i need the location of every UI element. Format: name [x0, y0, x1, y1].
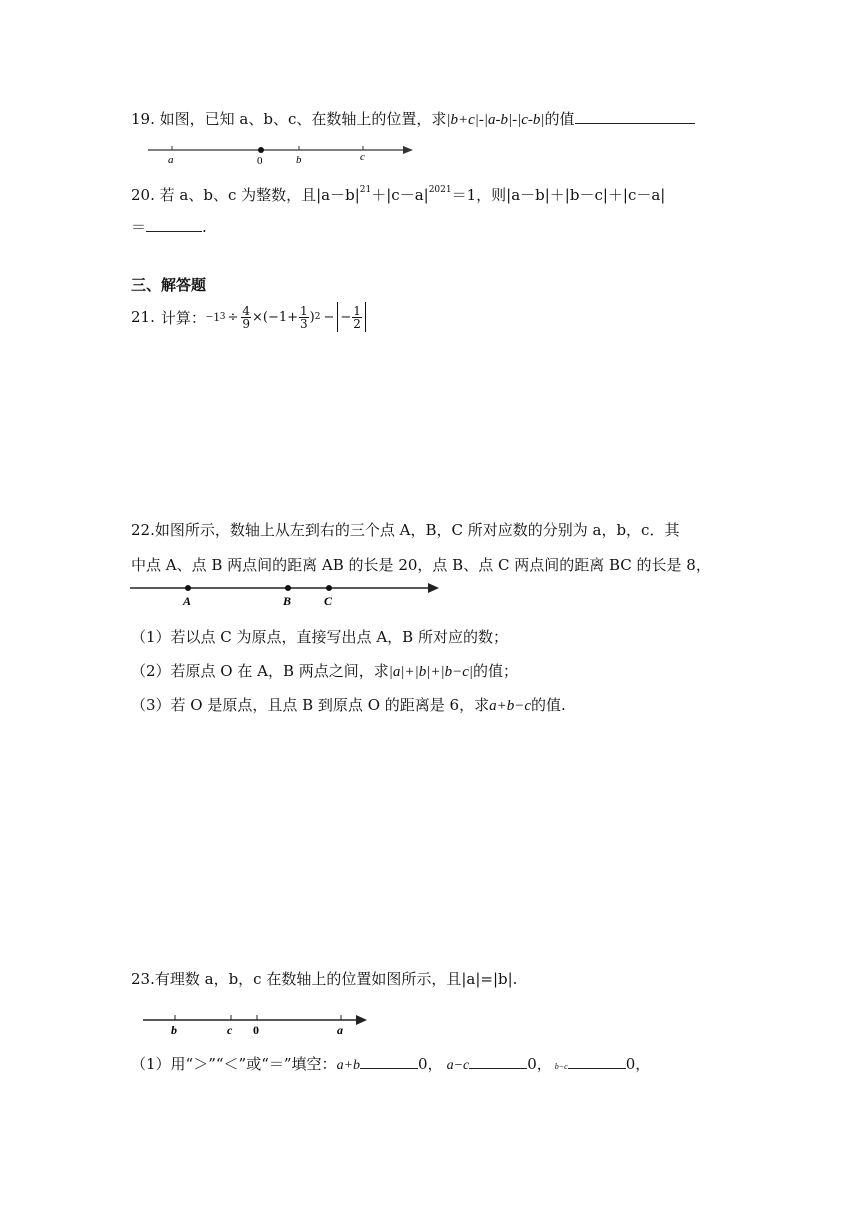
q23-part1: [131, 1053, 650, 1074]
q19-text-post: 的值: [544, 110, 575, 128]
nl19-label-c: c: [360, 151, 365, 163]
q22-part3: [131, 694, 566, 715]
q22-part1: （1）若以点 C 为原点，直接写出点 A，B 所对应的数；: [131, 628, 508, 646]
q20-text-c: ＝1，则|a－b|＋|b－c|＋|c－a|: [451, 186, 666, 204]
q23-expr1: a+b: [336, 1058, 361, 1073]
q23-number-line: [141, 1012, 373, 1040]
q21-number: 21.: [131, 308, 155, 326]
q21-inner-minus: −: [340, 309, 352, 325]
nl19-label-b: b: [296, 154, 302, 166]
q20-eq: ＝: [131, 218, 147, 236]
q23-part1-text: （1）用“＞”“＜”或“＝”填空：: [131, 1055, 337, 1073]
q22-line1: [131, 519, 679, 540]
q20-text-b: ＋|c－a|: [371, 186, 429, 204]
q20-line1: [131, 184, 665, 205]
q22-number-line: [128, 578, 446, 610]
q20-text-a: 若 a、b、c 为整数，且|a－b|: [159, 186, 360, 204]
q21-abs-value: [337, 302, 366, 332]
q19-number-line: [145, 140, 420, 168]
q20-exp2: 2021: [428, 185, 452, 195]
nl22-label-B: B: [283, 594, 292, 608]
q23-text: 有理数 a，b，c 在数轴上的位置如图所示，且|a|=|b|.: [154, 970, 518, 988]
q20-end: .: [202, 218, 207, 236]
q22-part3-post: 的值.: [531, 696, 566, 714]
q22-line2: [131, 554, 711, 575]
q23-line: [131, 968, 517, 989]
nl23-label-b: b: [171, 1023, 177, 1037]
q23-zero3: 0，: [625, 1055, 651, 1073]
q23-blank1[interactable]: [360, 1054, 418, 1069]
q22-text2: 中点 A、点 B 两点间的距离 AB 的长是 20，点 B、点 C 两点间的距离 BC 的长是 8，: [131, 556, 711, 574]
q22-part2-post: 的值；: [473, 662, 519, 680]
q19-text: 如图，已知 a、b、c、在数轴上的位置，求: [159, 110, 447, 128]
nl23-label-0: 0: [253, 1023, 259, 1037]
q21-exp: 3: [219, 312, 226, 322]
q23-number: 23.: [131, 970, 155, 988]
nl23-label-c: c: [227, 1023, 233, 1037]
q22-part2: [131, 660, 518, 681]
q21-line: [131, 302, 366, 332]
q21-minus: −: [323, 309, 335, 325]
q21-frac3: $\frac{1}{2}$: [353, 303, 361, 331]
nl22-label-A: A: [183, 594, 192, 608]
q21-close: ): [309, 309, 315, 325]
q20-answer-blank[interactable]: [146, 217, 202, 232]
q21-frac1: $\frac{4}{9}$: [242, 303, 250, 331]
q19-line: [131, 108, 695, 129]
section-heading: 三、解答题: [131, 276, 207, 294]
q23-blank3[interactable]: [568, 1054, 626, 1069]
q22-part3-expr: a+b−c: [489, 698, 531, 714]
q22-part2-expr: |a|+|b|+|b−c|: [388, 664, 474, 680]
nl19-label-a: a: [168, 154, 174, 166]
q21-exp2: 2: [314, 312, 321, 322]
q21-label: 计算：: [160, 308, 206, 327]
nl23-label-a: a: [337, 1023, 343, 1037]
q22-number: 22.: [131, 521, 155, 539]
q22-part2-text: （2）若原点 O 在 A，B 两点之间，求: [131, 662, 389, 680]
nl19-label-0: 0: [257, 155, 263, 167]
q23-zero1: 0，: [418, 1055, 443, 1073]
q23-zero2: 0，: [527, 1055, 552, 1073]
q21-mid: ×(−1+: [252, 309, 299, 325]
q20-number: 20.: [131, 186, 155, 204]
q23-expr3: b−c: [554, 1062, 568, 1071]
q19-number: 19.: [131, 110, 155, 128]
nl22-label-C: C: [324, 594, 333, 608]
q22-part3-text: （3）若 O 是原点，且点 B 到原点 O 的距离是 6，求: [131, 696, 490, 714]
q23-expr2: a−c: [446, 1058, 470, 1073]
q23-blank2[interactable]: [469, 1054, 527, 1069]
q19-expression: |b+c|-|a-b|-|c-b|: [446, 112, 545, 128]
q20-exp1: 21: [359, 185, 372, 195]
q21-frac2: $\frac{1}{3}$: [300, 303, 308, 331]
q22-text1: 如图所示，数轴上从左到右的三个点 A，B，C 所对应数的分别为 a，b，c．其: [154, 521, 680, 539]
q19-answer-blank[interactable]: [575, 109, 695, 124]
q21-expr-a: −1: [205, 309, 220, 324]
q20-line2: [131, 216, 207, 237]
q21-div: ÷: [227, 309, 239, 325]
